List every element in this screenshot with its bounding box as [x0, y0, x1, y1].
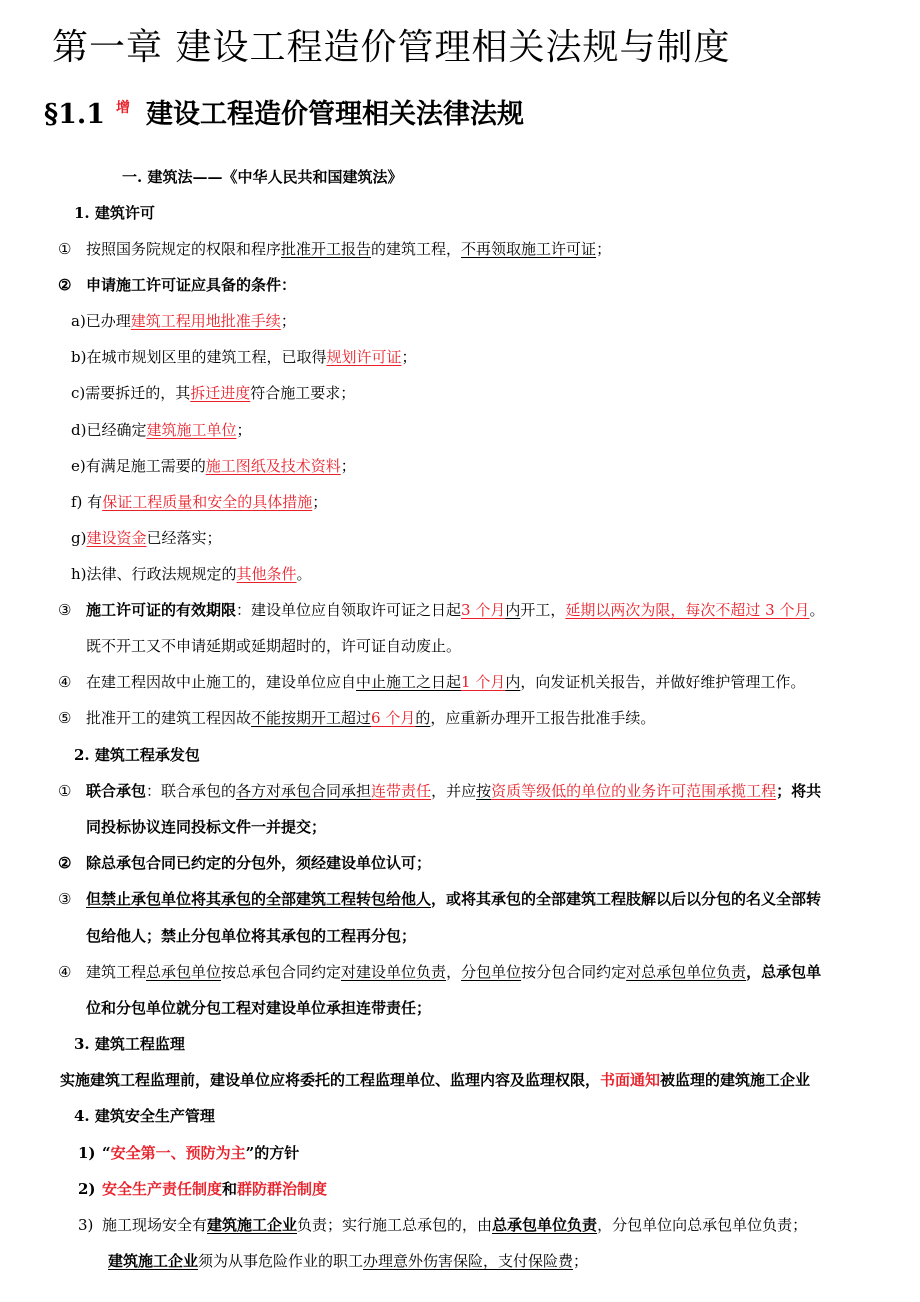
- list-item: ③ 施工许可证的有效期限：建设单位应自领取许可证之日起3 个月内开工，延期以两次为限，每次不超过 3 个月。: [58, 601, 825, 619]
- list-item-continuation: 包给他人；禁止分包单位将其承包的工程再分包；: [86, 927, 417, 945]
- list-item: ② 除总承包合同已约定的分包外，须经建设单位认可；: [58, 854, 432, 872]
- section-number: §1.1: [44, 99, 106, 130]
- list-item-continuation: 同投标协议连同投标文件一并提交；: [86, 818, 327, 836]
- section-title: 建设工程造价管理相关法律法规: [146, 99, 524, 130]
- list-item-continuation: 建筑施工企业须为从事危险作业的职工办理意外伤害保险，支付保险费；: [108, 1252, 589, 1270]
- condition-e: e)有满足施工需要的施工图纸及技术资料；: [71, 457, 356, 475]
- condition-f: f) 有保证工程质量和安全的具体措施；: [71, 493, 328, 511]
- list-item: ⑤ 批准开工的建筑工程因故不能按期开工超过6 个月的，应重新办理开工报告批准手续。: [58, 709, 656, 727]
- list-item: ④ 建筑工程总承包单位按总承包合同约定对建设单位负责，分包单位按分包合同约定对总承包单位负责，总承包单: [58, 963, 822, 981]
- condition-d: d)已经确定建筑施工单位；: [71, 421, 252, 439]
- list-item: ② 申请施工许可证应具备的条件：: [58, 276, 297, 294]
- condition-a: a)已办理建筑工程用地批准手续；: [71, 312, 296, 330]
- section-tag: 增: [116, 100, 130, 116]
- supervision-paragraph: 实施建筑工程监理前，建设单位应将委托的工程监理单位、监理内容及监理权限，书面通知被监理的建筑施工企业: [60, 1071, 811, 1089]
- subsection-title-safety: 4. 建筑安全生产管理: [74, 1107, 215, 1125]
- list-item: 3) 施工现场安全有建筑施工企业负责；实行施工总承包的，由总承包单位负责，分包单位向总承包单位负责；: [78, 1216, 808, 1234]
- law-heading: 一. 建筑法——《中华人民共和国建筑法》: [122, 168, 403, 186]
- subsection-title-contracting: 2. 建筑工程承发包: [74, 746, 200, 764]
- list-item: 2) 安全生产责任制度和群防群治制度: [78, 1180, 328, 1198]
- subsection-title-supervision: 3. 建筑工程监理: [74, 1035, 185, 1053]
- chapter-title: 第一章 建设工程造价管理相关法规与制度: [52, 27, 731, 68]
- condition-b: b)在城市规划区里的建筑工程，已取得规划许可证；: [71, 348, 417, 366]
- list-item: 1) “安全第一、预防为主”的方针: [78, 1144, 300, 1162]
- condition-g: g)建设资金已经落实；: [71, 529, 222, 547]
- list-item: ① 联合承包：联合承包的各方对承包合同承担连带责任，并应按资质等级低的单位的业务许可范围承揽工程；将共: [58, 782, 822, 800]
- list-item-continuation: 既不开工又不申请延期或延期超时的，许可证自动废止。: [86, 637, 462, 655]
- list-item: ④ 在建工程因故中止施工的，建设单位应自中止施工之日起1 个月内，向发证机关报告，并做好维护管理工作。: [58, 673, 806, 691]
- subsection-title-permit: 1. 建筑许可: [74, 204, 155, 222]
- condition-c: c)需要拆迁的，其拆迁进度符合施工要求；: [71, 384, 356, 402]
- list-item: ③ 但禁止承包单位将其承包的全部建筑工程转包给他人，或将其承包的全部建筑工程肢解以后以分包的名义全部转: [58, 890, 822, 908]
- condition-h: h)法律、行政法规规定的其他条件。: [71, 565, 312, 583]
- list-item-continuation: 位和分包单位就分包工程对建设单位承担连带责任；: [86, 999, 432, 1017]
- list-item: ① 按照国务院规定的权限和程序批准开工报告的建筑工程，不再领取施工许可证；: [58, 240, 612, 258]
